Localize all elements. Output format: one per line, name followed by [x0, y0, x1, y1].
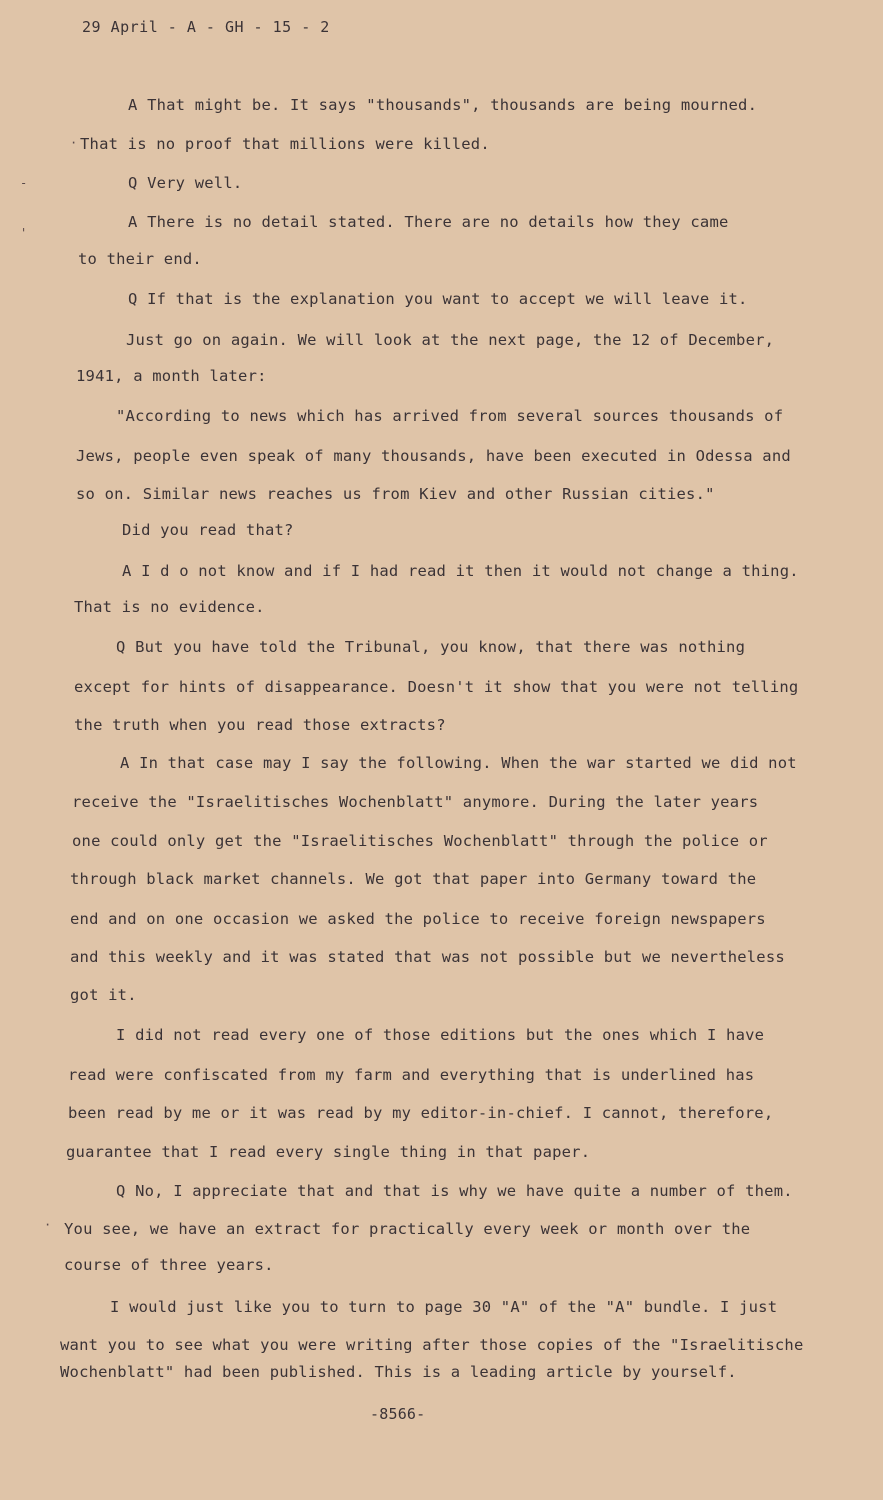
text-line: A That might be. It says "thousands", thousands are being mourned.: [128, 96, 758, 114]
text-line: the truth when you read those extracts?: [74, 716, 446, 734]
text-line: and this weekly and it was stated that was not possible but we nevertheless: [70, 948, 785, 966]
margin-mark: ': [20, 226, 28, 240]
margin-mark: ·: [70, 136, 78, 150]
text-line: A There is no detail stated. There are no details how they came: [128, 213, 729, 231]
text-line: end and on one occasion we asked the police to receive foreign newspapers: [70, 910, 766, 928]
text-line: Jews, people even speak of many thousands, have been executed in Odessa and: [76, 447, 791, 465]
text-line: I did not read every one of those editions but the ones which I have: [116, 1026, 765, 1044]
text-line: You see, we have an extract for practically every week or month over the: [64, 1220, 751, 1238]
text-line: Just go on again. We will look at the next page, the 12 of December,: [126, 331, 775, 349]
text-line: been read by me or it was read by my editor-in-chief. I cannot, therefore,: [68, 1104, 774, 1122]
text-line: Q Very well.: [128, 174, 243, 192]
page-header: 29 April - A - GH - 15 - 2: [82, 18, 330, 36]
page-number: -8566-: [370, 1405, 426, 1423]
text-line: read were confiscated from my farm and everything that is underlined has: [68, 1066, 755, 1084]
text-line: receive the "Israelitisches Wochenblatt" anymore. During the later years: [72, 793, 759, 811]
text-line: so on. Similar news reaches us from Kiev and other Russian cities.": [76, 485, 715, 503]
text-line: 1941, a month later:: [76, 367, 267, 385]
margin-mark: -: [20, 176, 28, 190]
text-line: except for hints of disappearance. Doesn't it show that you were not telling: [74, 678, 799, 696]
text-line: got it.: [70, 986, 137, 1004]
text-line: Wochenblatt" had been published. This is a leading article by yourself.: [60, 1363, 737, 1381]
text-line: want you to see what you were writing after those copies of the "Israelitische: [60, 1336, 804, 1354]
text-line: Q But you have told the Tribunal, you know, that there was nothing: [116, 638, 746, 656]
text-line: A In that case may I say the following. When the war started we did not: [120, 754, 797, 772]
text-line: one could only get the "Israelitisches Wochenblatt" through the police or: [72, 832, 768, 850]
margin-mark: ·: [44, 1218, 52, 1232]
text-line: That is no proof that millions were killed.: [80, 135, 490, 153]
text-line: to their end.: [78, 250, 202, 268]
text-line: Q If that is the explanation you want to accept we will leave it.: [128, 290, 748, 308]
text-line: That is no evidence.: [74, 598, 265, 616]
text-line: I would just like you to turn to page 30 "A" of the "A" bundle. I just: [110, 1298, 778, 1316]
text-line: Did you read that?: [122, 521, 294, 539]
text-line: course of three years.: [64, 1256, 274, 1274]
text-line: Q No, I appreciate that and that is why we have quite a number of them.: [116, 1182, 793, 1200]
text-line: guarantee that I read every single thing in that paper.: [66, 1143, 591, 1161]
text-line: "According to news which has arrived from several sources thousands of: [116, 407, 784, 425]
text-line: A I d o not know and if I had read it then it would not change a thing.: [122, 562, 799, 580]
text-line: through black market channels. We got that paper into Germany toward the: [70, 870, 757, 888]
